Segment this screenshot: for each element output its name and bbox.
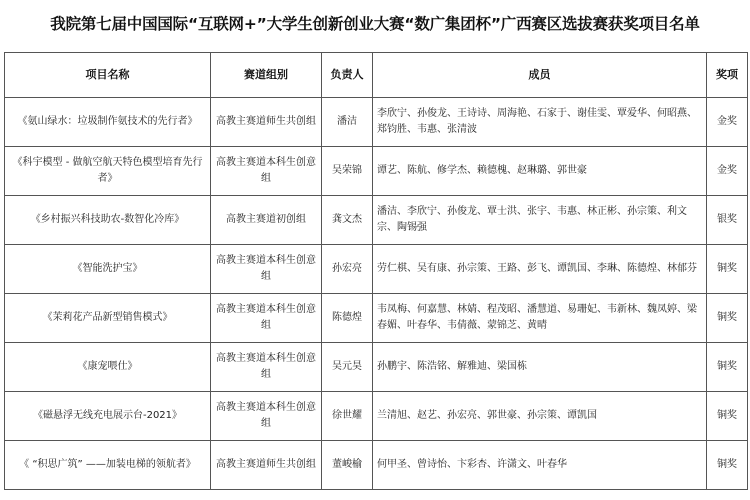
cell-award: 铜奖 — [707, 441, 748, 490]
table-row — [5, 196, 748, 245]
table-row — [5, 294, 748, 343]
award-table — [4, 52, 748, 490]
cell-award: 铜奖 — [707, 245, 748, 294]
table-row — [5, 245, 748, 294]
cell-award: 铜奖 — [707, 294, 748, 343]
header-project: 项目名称 — [5, 53, 211, 98]
cell-track: 高教主赛道本科生创意组 — [211, 245, 322, 294]
table-row — [5, 392, 748, 441]
cell-members: 兰清旭、赵艺、孙宏亮、郭世豪、孙宗策、谭凯国 — [373, 392, 707, 441]
header-track: 赛道组别 — [211, 53, 322, 98]
table-row — [5, 98, 748, 147]
cell-track: 高教主赛道本科生创意组 — [211, 147, 322, 196]
page-title: 我院第七届中国国际“互联网+”大学生创新创业大赛“数广集团杯”广西赛区选拔赛获奖项目名单 — [50, 15, 700, 33]
cell-project: 《科宇模型 - 做航空航天特色模型培育先行者》 — [5, 147, 211, 196]
cell-leader: 吴荣锦 — [322, 147, 373, 196]
cell-leader: 陈德煌 — [322, 294, 373, 343]
cell-leader: 吴元昊 — [322, 343, 373, 392]
cell-award: 金奖 — [707, 98, 748, 147]
cell-award: 铜奖 — [707, 392, 748, 441]
cell-award: 铜奖 — [707, 343, 748, 392]
cell-track: 高教主赛道师生共创组 — [211, 441, 322, 490]
table-row — [5, 343, 748, 392]
header-award: 奖项 — [707, 53, 748, 98]
cell-members: 谭艺、陈航、修学杰、赖德槐、赵琳璐、郭世豪 — [373, 147, 707, 196]
cell-project: 《 “积思广筑” ——加装电梯的领航者》 — [5, 441, 211, 490]
cell-leader: 徐世耀 — [322, 392, 373, 441]
cell-project: 《康宠喂仕》 — [5, 343, 211, 392]
cell-project: 《乡村振兴科技助农-数智化冷库》 — [5, 196, 211, 245]
cell-project: 《茉莉花产品新型销售模式》 — [5, 294, 211, 343]
cell-leader: 董峻榆 — [322, 441, 373, 490]
cell-leader: 龚文杰 — [322, 196, 373, 245]
header-leader: 负责人 — [322, 53, 373, 98]
cell-track: 高教主赛道本科生创意组 — [211, 392, 322, 441]
table-header-row — [5, 53, 748, 98]
cell-members: 李欣宁、孙俊龙、王诗诗、周海艳、石家于、谢佳雯、覃爱华、何昭燕、郑钧胜、韦惠、张清波 — [373, 98, 707, 147]
cell-award: 金奖 — [707, 147, 748, 196]
cell-track: 高教主赛道本科生创意组 — [211, 343, 322, 392]
cell-members: 孙鹏宇、陈浩铭、解雅迪、梁国栋 — [373, 343, 707, 392]
cell-members: 韦凤梅、何嘉慧、林婧、程茂昭、潘慧道、易珊妃、韦新林、魏凤婷、梁春媚、叶春华、韦倩薇、蒙锦芝、黄晴 — [373, 294, 707, 343]
table-row — [5, 147, 748, 196]
cell-project: 《磁悬浮无线充电展示台-2021》 — [5, 392, 211, 441]
cell-members: 潘洁、李欣宁、孙俊龙、覃士洪、张宇、韦惠、林正彬、孙宗策、利文宗、陶锡强 — [373, 196, 707, 245]
cell-award: 银奖 — [707, 196, 748, 245]
cell-project: 《智能洗护宝》 — [5, 245, 211, 294]
cell-leader: 孙宏亮 — [322, 245, 373, 294]
cell-track: 高教主赛道本科生创意组 — [211, 294, 322, 343]
cell-members: 何甲圣、曾诗怡、卞彩杏、许潇文、叶春华 — [373, 441, 707, 490]
cell-project: 《氨山绿水：垃圾制作氨技术的先行者》 — [5, 98, 211, 147]
header-members: 成员 — [373, 53, 707, 98]
table-row — [5, 441, 748, 490]
cell-track: 高教主赛道初创组 — [211, 196, 322, 245]
cell-track: 高教主赛道师生共创组 — [211, 98, 322, 147]
cell-leader: 潘洁 — [322, 98, 373, 147]
cell-members: 劳仁棋、吴有康、孙宗策、王路、彭飞、谭凯国、李琳、陈德煌、林郁芬 — [373, 245, 707, 294]
